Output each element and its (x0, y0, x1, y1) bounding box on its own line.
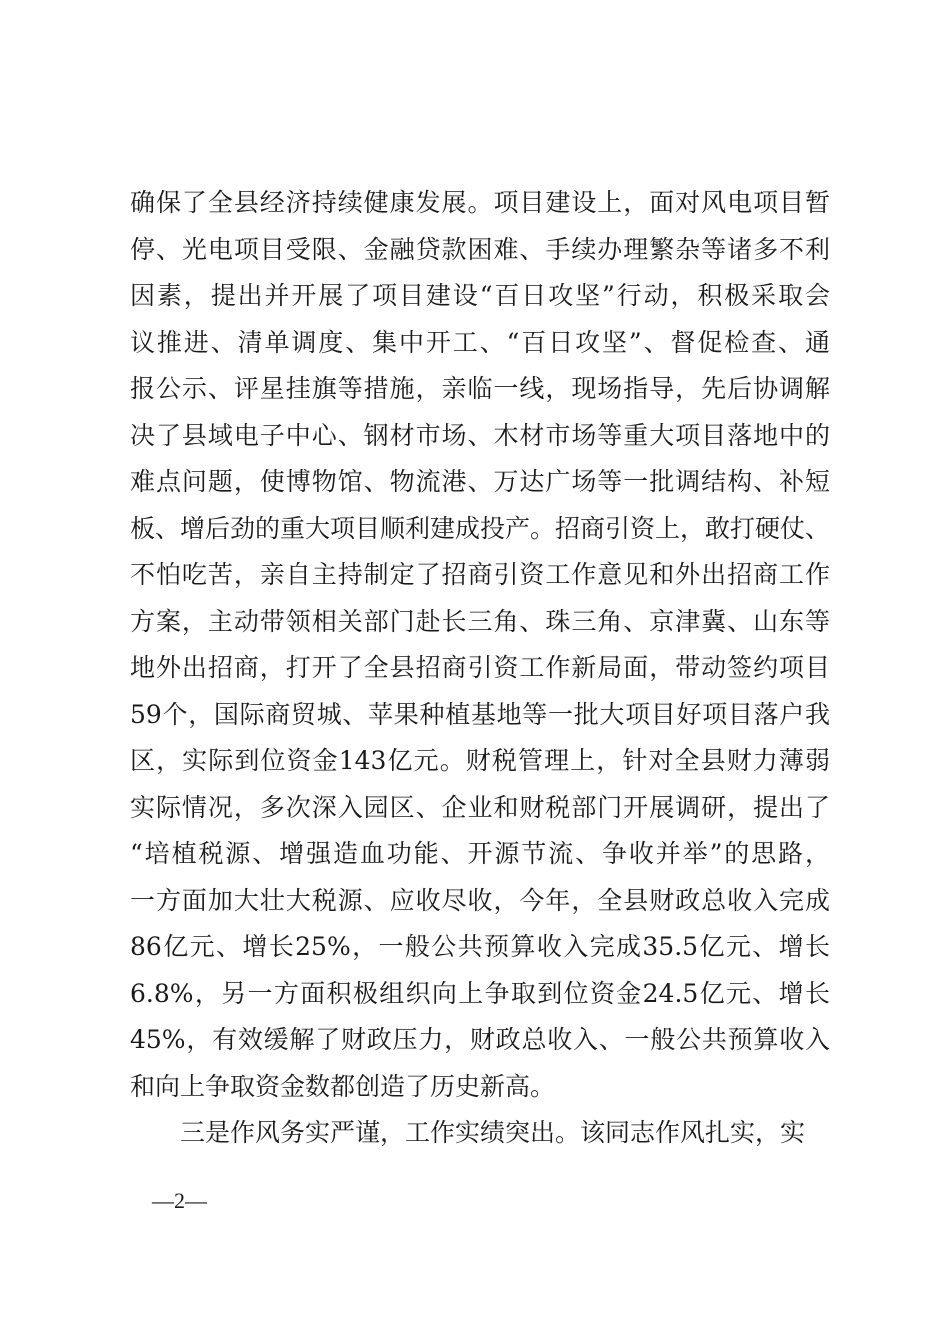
text-line: 6.8%，另一方面积极组织向上争取到位资金24.5亿元、增长 (130, 978, 830, 1008)
text-line: 报公示、评星挂旗等措施，亲临一线，现场指导，先后协调解 (130, 374, 830, 403)
text-line: 决了县域电子中心、钢材市场、木材市场等重大项目落地中的 (130, 420, 830, 450)
text-line: 地外出招商，打开了全县招商引资工作新局面，带动签约项目 (130, 653, 830, 682)
text-line: 板、增后劲的重大项目顺利建成投产。招商引资上，敢打硬仗、 (130, 513, 831, 543)
text-line: 停、光电项目受限、金融贷款困难、手续办理繁杂等诸多不利 (130, 234, 830, 264)
body-text (130, 180, 830, 1157)
text-line: 方案，主动带领相关部门赴长三角、珠三角、京津冀、山东等 (130, 606, 830, 636)
text-line: 三是作风务实严谨，工作实绩突出。该同志作风扎实，实 (180, 1118, 806, 1147)
text-line: 实际情况，多次深入园区、企业和财税部门开展调研，提出了 (130, 792, 830, 822)
text-line: 一方面加大壮大税源、应收尽收，今年，全县财政总收入完成 (130, 885, 830, 915)
text-line: 和向上争取资金数都创造了历史新高。 (130, 1071, 556, 1101)
text-line: 难点问题，使博物馆、物流港、万达广场等一批调结构、补短 (130, 467, 830, 496)
text-line: 议推进、清单调度、集中开工、“百日攻坚”、督促检查、通 (130, 327, 830, 357)
text-line: 区，实际到位资金143亿元。财税管理上，针对全县财力薄弱 (130, 746, 830, 775)
text-line: 86亿元、增长25%，一般公共预算收入完成35.5亿元、增长 (130, 932, 830, 961)
text-line: 45%，有效缓解了财政压力，财政总收入、一般公共预算收入 (130, 1025, 830, 1054)
text-line: 不怕吃苦，亲自主持制定了招商引资工作意见和外出招商工作 (130, 560, 830, 589)
text-line: “培植税源、增强造血功能、开源节流、争收并举”的思路， (130, 839, 830, 868)
text-line: 确保了全县经济持续健康发展。项目建设上，面对风电项目暂 (130, 188, 830, 217)
text-line: 因素，提出并开展了项目建设“百日攻坚”行动，积极采取会 (130, 281, 830, 310)
page-number: —2— (152, 1188, 207, 1213)
text-line: 59个，国际商贸城、苹果种植基地等一批大项目好项目落户我 (130, 699, 830, 729)
